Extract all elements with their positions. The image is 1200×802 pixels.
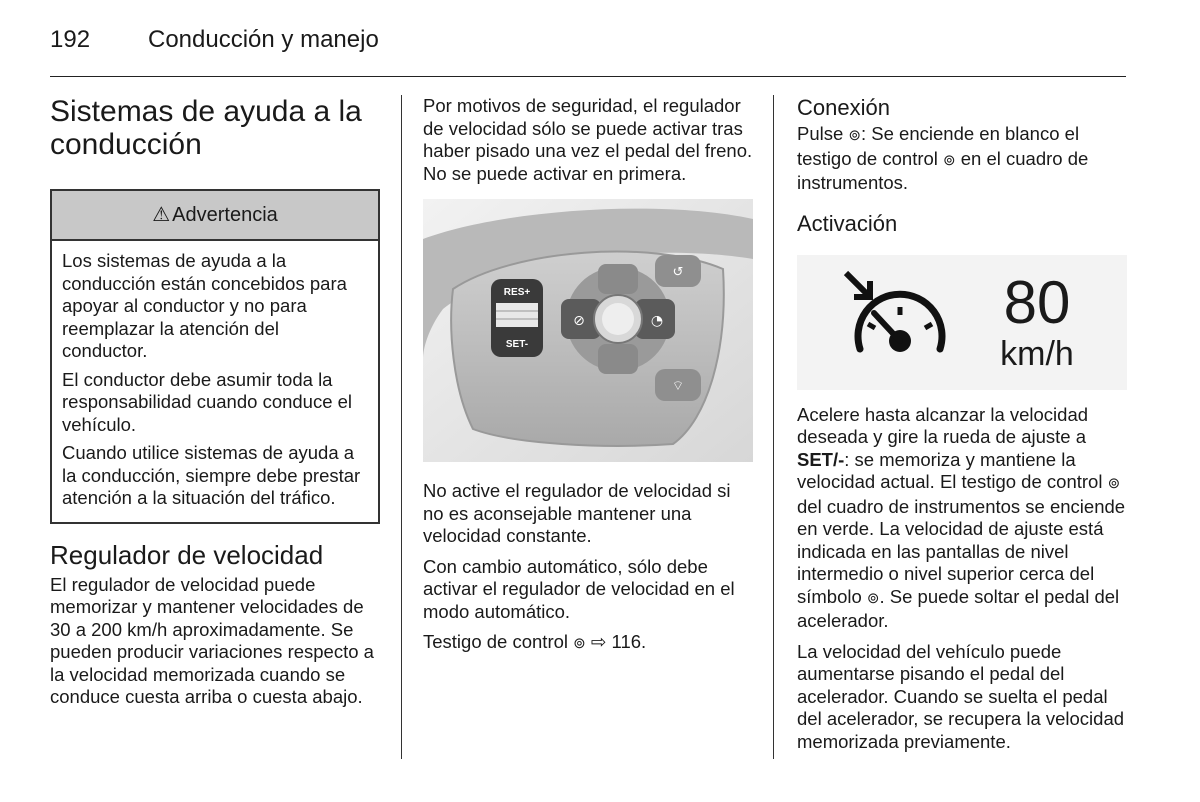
speed-display-figure [797, 255, 1127, 390]
cruise-control-icon: ⊚ [866, 589, 880, 607]
section-title: Sistemas de ayuda a la conducción [50, 95, 362, 161]
svg-text:⊘: ⊘ [573, 313, 585, 329]
warning-paragraph: Cuando utilice sistemas de ayuda a la conducción, siempre debe prestar atención a la situación del tráfico. [62, 442, 361, 508]
cruise-control-icon: ⊚ [1107, 475, 1121, 492]
body-text: : se memoriza y mantiene la velocidad actual. El testigo de control [797, 448, 1103, 492]
warning-paragraph: Los sistemas de ayuda a la conducción están concebidos para apoyar al conductor y no para reemplazar la atención del conductor. [62, 250, 347, 361]
body-paragraph: El regulador de velocidad puede memorizar y mantener velocidades de 30 a 200 km/h aproximadamente. Se pueden producir variaciones respecto a la velocidad memorizada cuando se conduce cuesta arriba o cuesta abajo. [50, 573, 374, 707]
body-text: Acelere hasta alcanzar la velocidad deseada y gire la rueda de ajuste a [797, 403, 1089, 447]
connection-text: en el cuadro de instrumentos. [797, 147, 1089, 193]
svg-text:⌔: ⌔ [671, 379, 685, 394]
column-divider [773, 95, 774, 759]
body-text: . Se puede soltar el pedal del acelerador. [797, 585, 1120, 631]
speed-unit: km/h [1000, 334, 1074, 373]
column-right [797, 95, 1127, 761]
activation-paragraph [797, 404, 1127, 633]
body-paragraph: Con cambio automático, sólo debe activar el regulador de velocidad en el modo automático. [423, 555, 735, 622]
page-header [50, 26, 1126, 77]
set-label-text: SET/- [797, 448, 845, 470]
column-middle [423, 95, 753, 664]
warning-triangle-icon: ⚠ [152, 203, 171, 226]
subsection-title: Regulador de velocidad [50, 539, 324, 570]
page-number: 192 [50, 26, 91, 53]
reference-page: 116. [611, 631, 647, 652]
chapter-title: Conducción y manejo [148, 26, 379, 53]
column-divider [401, 95, 402, 759]
body-paragraph: No active el regulador de velocidad si no es aconsejable mantener una velocidad constante. [423, 480, 731, 546]
cruise-control-icon: ⊚ [573, 635, 586, 652]
cruise-control-icon: ⊚ [848, 127, 861, 144]
reference-text: Testigo de control [423, 631, 569, 652]
cruise-control-icon: ⊚ [943, 151, 956, 169]
svg-text:↺: ↺ [672, 265, 684, 280]
reference-line [423, 631, 753, 656]
body-paragraph: La velocidad del vehículo puede aumentarse pisando el pedal del acelerador. Cuando se suelta el pedal del acelerador, se recupera la velocidad memorizada previamente. [797, 640, 1125, 752]
svg-text:◔: ◔ [650, 313, 664, 329]
column-left [50, 95, 380, 717]
speed-value: 80 [1003, 268, 1071, 336]
connection-text: Pulse [797, 123, 844, 144]
warning-box [50, 189, 380, 524]
steering-wheel-controls-figure [423, 199, 753, 462]
body-paragraph: Por motivos de seguridad, el regulador de velocidad sólo se puede activar tras haber pisado una vez el pedal del freno. No se puede activar en primera. [423, 95, 753, 184]
connection-paragraph [797, 123, 1127, 195]
body-text: del cuadro de instrumentos se enciende en verde. La velocidad de ajuste está indicada en las pantallas de nivel intermedio o nivel superior cerca del símbolo [797, 495, 1126, 607]
set-label: SET- [505, 339, 529, 350]
connection-text: : Se enciende en blanco el testigo de control [797, 123, 1080, 169]
warning-header [52, 191, 378, 241]
warning-body [52, 241, 378, 522]
activation-title: Activación [797, 210, 898, 236]
reference-arrow-icon: ⇨ [590, 631, 607, 652]
connection-title: Conexión [797, 95, 890, 120]
res-label: RES+ [503, 287, 531, 298]
warning-title: Advertencia [172, 203, 278, 226]
warning-paragraph: El conductor debe asumir toda la responsabilidad cuando conduce el vehículo. [62, 368, 353, 435]
